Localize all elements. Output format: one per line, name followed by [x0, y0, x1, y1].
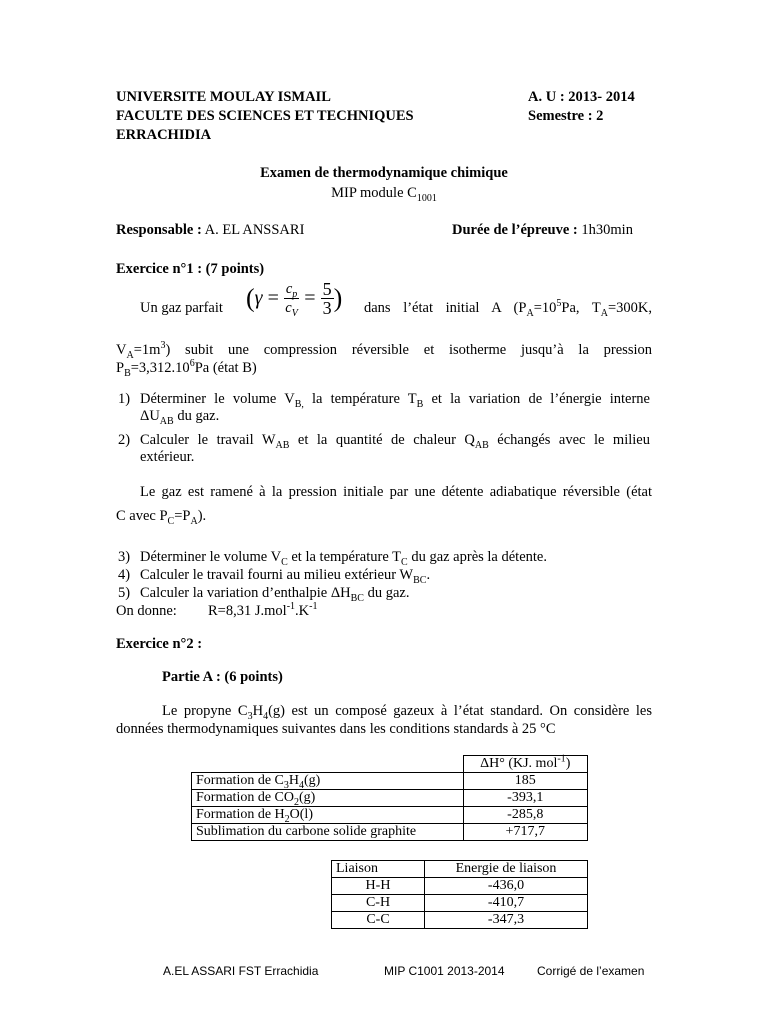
ex1-intro-rest: dans l’état initial A ($P_A=10^5Pa$, $T_A=300K$,	[364, 298, 652, 319]
city-name: ERRACHIDIA	[116, 127, 212, 143]
duree-line: Durée de l’épreuve : 1h30min	[452, 222, 633, 238]
question-3: 3) Déterminer le volume $V_C$ et la température $T_C$ du gaz après la détente.	[118, 549, 547, 568]
question-4: 4) Calculer le travail fourni au milieu extérieur $W_{BC}$.	[118, 567, 431, 586]
row-value: +717,7	[463, 824, 588, 841]
exam-title: Examen de thermodynamique chimique	[260, 165, 508, 181]
faculty-name: FACULTE DES SCIENCES ET TECHNIQUES	[116, 108, 414, 124]
table-header-enthalpy: ΔH° (KJ. mol$^{-1}$)	[463, 756, 588, 773]
ex2-intro-2: données thermodynamiques suivantes dans les conditions standards à 25 °C	[116, 721, 556, 737]
ex1-line-2: $V_A=1m^3$) subit une compression réversible et isotherme jusqu’à la pression	[116, 340, 652, 361]
table-header-row	[332, 861, 588, 878]
partie-a-title: Partie A : (6 points)	[162, 669, 283, 685]
bond-cell: C-C	[332, 912, 425, 929]
question-1: 1) Déterminer le volume $V_{B,}$ la température $T_B$ et la variation de l’énergie interne $\Delta U_{AB}$ du gaz.	[118, 391, 650, 427]
question-2: 2) Calculer le travail $W_{AB}$ et la quantité de chaleur $Q_{AB}$ échangés avec le milieu extérieur.	[118, 432, 650, 465]
table-row	[192, 824, 588, 841]
row-value: -285,8	[463, 807, 588, 824]
university-name: UNIVERSITE MOULAY ISMAIL	[116, 89, 331, 105]
table-row	[192, 807, 588, 824]
enthalpy-table	[191, 755, 588, 841]
exercise-2-title: Exercice n°2 :	[116, 636, 203, 652]
ex2-intro-1: Le propyne $C_3H_4(g)$ est un composé gazeux à l’état standard. On considère les	[162, 703, 652, 722]
table-header-row	[192, 756, 588, 773]
row-label: Formation de $CO_2(g)$	[192, 790, 464, 807]
ex1-adiabatic: Le gaz est ramené à la pression initiale par une détente adiabatique réversible (état	[140, 484, 652, 500]
semester: Semestre : 2	[528, 108, 604, 124]
row-label: Sublimation du carbone solide graphite	[192, 824, 464, 841]
energy-cell: -347,3	[425, 912, 588, 929]
row-value: 185	[463, 773, 588, 790]
r-constant: R=8,31 $J.mol^{-1}.K^{-1}$	[208, 601, 318, 619]
bond-cell: C-H	[332, 895, 425, 912]
table-row	[192, 773, 588, 790]
bond-cell: H-H	[332, 878, 425, 895]
bond-energy-table	[331, 860, 588, 929]
header-energie: Energie de liaison	[425, 861, 588, 878]
question-5: 5) Calculer la variation d’enthalpie $\Delta H_{BC}$ du gaz.	[118, 585, 410, 604]
energy-cell: -436,0	[425, 878, 588, 895]
academic-year: A. U : 2013- 2014	[528, 89, 635, 105]
footer-course: MIP C1001 2013-2014	[384, 964, 505, 978]
row-label: Formation de $C_3H_4(g)$	[192, 773, 464, 790]
energy-cell: -410,7	[425, 895, 588, 912]
header-liaison: Liaison	[332, 861, 425, 878]
table-row	[332, 895, 588, 912]
gamma-formula: (γ = $\frac{c_p}{c_V}$ = $\frac{5}{3}$ )	[246, 279, 343, 319]
row-label: Formation de $H_2O(l)$	[192, 807, 464, 824]
table-row	[332, 878, 588, 895]
ex1-line-3: $P_B=3,312.10^6Pa$ (état B)	[116, 358, 257, 379]
on-donne-label: On donne:	[116, 603, 177, 619]
table-row	[332, 912, 588, 929]
table-empty-cell	[192, 756, 464, 773]
table-row	[192, 790, 588, 807]
ex1-adiabatic-2: C avec $P_C=P_A$).	[116, 508, 207, 527]
footer-doc: Corrigé de l’examen	[537, 964, 645, 978]
footer-author: A.EL ASSARI FST Errachidia	[163, 964, 319, 978]
exercise-1-title: Exercice n°1 : (7 points)	[116, 261, 265, 277]
ex1-intro-start: Un gaz parfait	[140, 300, 223, 316]
module-line: MIP module $C_{1001}$	[331, 185, 437, 204]
row-value: -393,1	[463, 790, 588, 807]
responsable-line: Responsable : A. EL ANSSARI	[116, 222, 305, 238]
